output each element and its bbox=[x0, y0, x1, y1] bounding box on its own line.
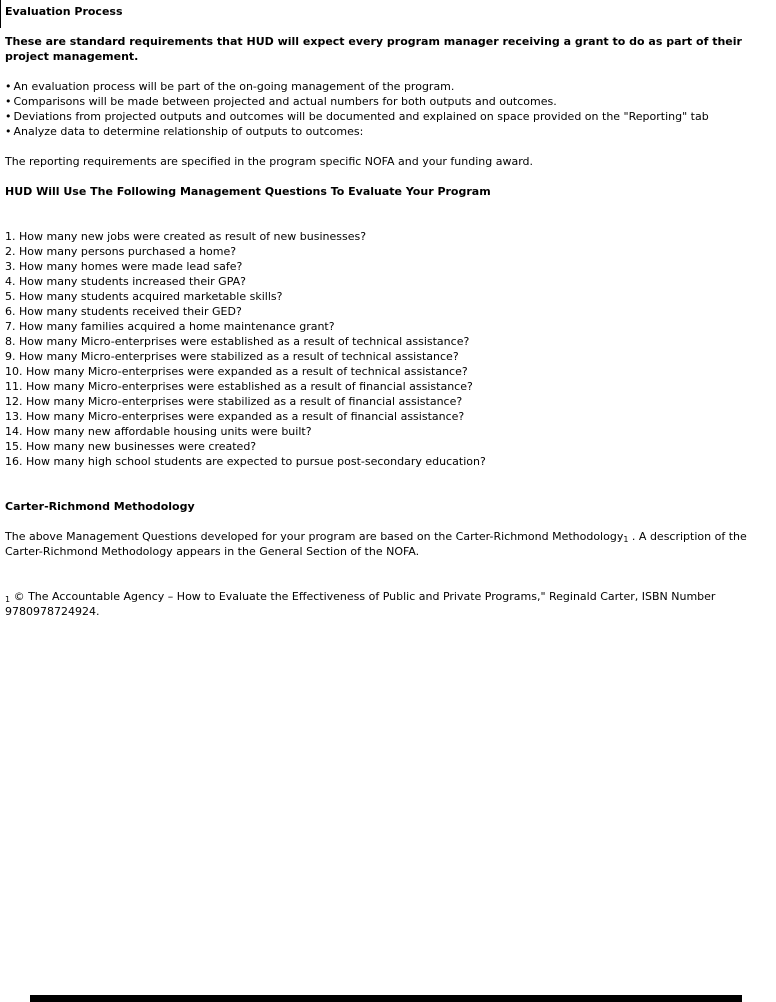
question-item: 14. How many new affordable housing units were built? bbox=[5, 425, 312, 438]
bullet-item bbox=[5, 109, 771, 124]
question-item: 9. How many Micro-enterprises were stabilized as a result of technical assistance? bbox=[5, 350, 459, 363]
question-item: 6. How many students received their GED? bbox=[5, 305, 242, 318]
question-item: 3. How many homes were made lead safe? bbox=[5, 260, 243, 273]
bullet-item bbox=[5, 124, 771, 139]
footnote-marker: 1 bbox=[5, 595, 11, 604]
bullet-marker: • bbox=[5, 110, 12, 123]
question-item: 4. How many students increased their GPA? bbox=[5, 275, 246, 288]
footnote-text: © The Accountable Agency – How to Evaluate the Effectiveness of Public and Private Programs," Reginald Carter, ISBN Number 9780978724924. bbox=[5, 590, 716, 618]
bullet-marker: • bbox=[5, 125, 12, 138]
question-item: 12. How many Micro-enterprises were stabilized as a result of financial assistance? bbox=[5, 395, 463, 408]
methodology-paragraph bbox=[5, 529, 771, 559]
questions-list bbox=[5, 229, 771, 469]
question-item: 15. How many new businesses were created? bbox=[5, 440, 257, 453]
bullet-marker: • bbox=[5, 95, 12, 108]
question-item: 11. How many Micro-enterprises were established as a result of financial assistance? bbox=[5, 380, 473, 393]
bullet-item bbox=[5, 79, 771, 94]
questions-heading: HUD Will Use The Following Management Questions To Evaluate Your Program bbox=[5, 185, 491, 198]
question-item: 8. How many Micro-enterprises were established as a result of technical assistance? bbox=[5, 335, 470, 348]
bullet-item bbox=[5, 94, 771, 109]
footnote-reference-marker: 1 bbox=[623, 535, 629, 544]
question-item: 1. How many new jobs were created as result of new businesses? bbox=[5, 230, 367, 243]
bullet-text: Comparisons will be made between projected and actual numbers for both outputs and outcomes. bbox=[13, 95, 557, 108]
reporting-note: The reporting requirements are specified in the program specific NOFA and your funding award. bbox=[5, 155, 534, 168]
question-item: 16. How many high school students are expected to pursue post-secondary education? bbox=[5, 455, 486, 468]
question-item: 10. How many Micro-enterprises were expanded as a result of technical assistance? bbox=[5, 365, 468, 378]
bullet-marker: • bbox=[5, 80, 12, 93]
intro-paragraph: These are standard requirements that HUD will expect every program manager receiving a grant to do as part of their project management. bbox=[5, 35, 742, 63]
bottom-border-bar bbox=[30, 995, 742, 1002]
footnote bbox=[5, 589, 771, 619]
question-item: 2. How many persons purchased a home? bbox=[5, 245, 237, 258]
bullet-text: Deviations from projected outputs and outcomes will be documented and explained on space provided on the "Reporting" tab bbox=[13, 110, 709, 123]
requirements-bullet-list bbox=[5, 79, 771, 139]
bullet-text: Analyze data to determine relationship of outputs to outcomes: bbox=[13, 125, 364, 138]
methodology-heading: Carter-Richmond Methodology bbox=[5, 500, 195, 513]
left-border-fragment bbox=[0, 0, 1, 28]
bullet-text: An evaluation process will be part of the on-going management of the program. bbox=[13, 80, 455, 93]
page-title: Evaluation Process bbox=[5, 5, 123, 18]
methodology-text: The above Management Questions developed for your program are based on the Carter-Richmond Methodology bbox=[5, 530, 624, 543]
question-item: 13. How many Micro-enterprises were expanded as a result of financial assistance? bbox=[5, 410, 465, 423]
question-item: 5. How many students acquired marketable skills? bbox=[5, 290, 283, 303]
methodology-text-continued: . A description of the Carter-Richmond Methodology appears in the General Section of the NOFA. bbox=[5, 530, 747, 558]
question-item: 7. How many families acquired a home maintenance grant? bbox=[5, 320, 335, 333]
